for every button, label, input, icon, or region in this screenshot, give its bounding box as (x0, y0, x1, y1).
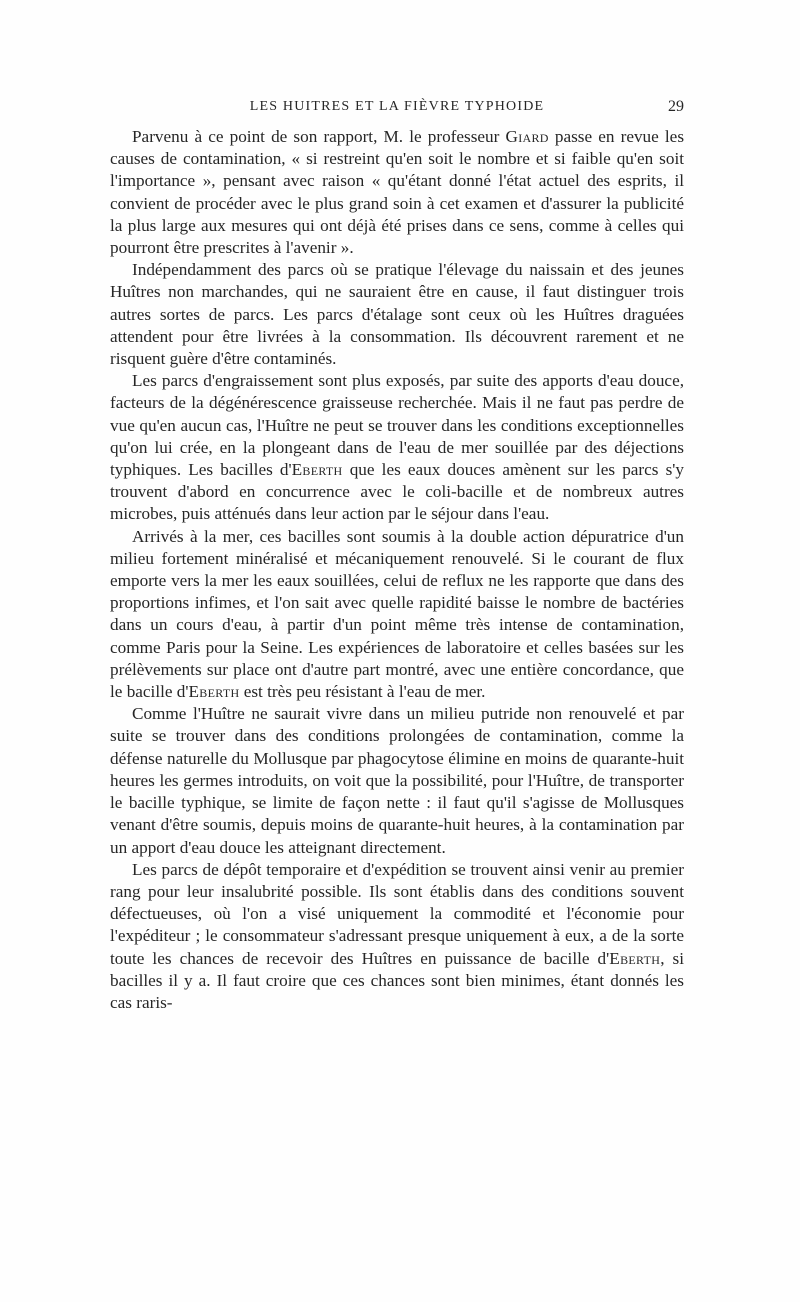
text-run: que les eaux douces amènent sur les parcs s'y trouvent d'abord en concurrence avec le coli-bacille et de nombreux autres microbes, puis atténués dans leur action par le séjour dans l'eau. (110, 460, 684, 524)
text-run: Comme l'Huître ne saurait vivre dans un milieu putride non renouvelé et par suite se trouver dans des conditions prolongées de contamination, comme la défense naturelle du Mollusque par phagocytose élimine en moins de quarante-huit heures les germes introduits, on voit que la possibilité, pour l'Huître, de transporter le bacille typhique, se limite de façon nette : il faut qu'il s'agisse de Mollusques venant d'être soumis, depuis moins de quarante-huit heures, à la contamination par un apport d'eau douce les atteignant directement. (110, 704, 684, 857)
text-run: est très peu résistant à l'eau de mer. (239, 682, 486, 702)
paragraph-2 (110, 259, 684, 370)
text-run: , si bacilles il y a. Il faut croire que ces chances sont bien minimes, étant donnés les cas raris- (110, 948, 685, 1012)
text-run: Parvenu à ce point de son rapport, M. le professeur (132, 127, 506, 146)
body-text (110, 126, 684, 1014)
author-name-eberth: Eberth (188, 682, 240, 702)
running-title: LES HUITRES ET LA FIÈVRE TYPHOIDE (249, 99, 545, 114)
author-name-eberth: Eberth (609, 948, 661, 968)
text-run: Les parcs d'engraissement sont plus exposés, par suite des apports d'eau douce, facteurs de la dégénérescence graisseuse recherchée. Mais il ne faut pas perdre de vue qu'en aucun cas, l'Huître ne peut se trouver dans les conditions exceptionnelles qu'on lui crée, en la plongeant dans de l'eau de mer souillée par des déjections typhiques. Les bacilles d' (110, 371, 684, 480)
paragraph-6 (110, 859, 684, 1014)
running-head (110, 96, 684, 118)
paragraph-1 (110, 126, 684, 259)
author-name-giard: Giard (505, 127, 549, 146)
author-name-eberth: Eberth (291, 460, 343, 480)
paragraph-4 (110, 526, 684, 704)
text-run: Arrivés à la mer, ces bacilles sont soumis à la double action dépuratrice d'un milieu fortement minéralisé et mécaniquement renouvelé. Si le courant de flux emporte vers la mer les eaux souillées, celui de reflux ne les rapporte que dans des proportions infimes, et l'on sait avec quelle rapidité baisse le nombre de bactéries dans un cours d'eau, à partir d'un point même très intense de contamination, comme Paris pour la Seine. Les expériences de laboratoire et celles basées sur les prélèvements sur place ont d'autre part montré, avec une entière concordance, que le bacille d' (110, 526, 684, 702)
text-run: Indépendamment des parcs où se pratique l'élevage du naissain et des jeunes Huîtres non marchandes, qui ne sauraient être en cause, il faut distinguer trois autres sortes de parcs. Les parcs d'étalage sont ceux où les Huîtres draguées attendent pour être livrées à la consommation. Ils découvrent rarement et ne risquent guère d'être contaminés. (110, 260, 684, 369)
paragraph-3 (110, 370, 684, 525)
text-run: passe en revue les causes de contamination, « si restreint qu'en soit le nombre et si faible qu'en soit l'importance », pensant avec raison « qu'étant donné l'état actuel des esprits, il convient de procéder avec le plus grand soin à cet examen et d'assurer la publicité la plus large aux mesures qui ont déjà été prises dans ce sens, comme à celles qui pourront être prescrites à l'avenir ». (110, 127, 685, 258)
page-number: 29 (668, 98, 684, 115)
text-run: Les parcs de dépôt temporaire et d'expédition se trouvent ainsi venir au premier rang pour leur insalubrité possible. Ils sont établis dans des conditions souvent défectueuses, où l'on a visé uniquement la commodité et l'économie pour l'expéditeur ; le consommateur s'adressant presque uniquement à eux, a de la sorte toute les chances de recevoir des Huîtres en puissance de bacille d' (110, 859, 684, 968)
paragraph-5 (110, 703, 684, 858)
